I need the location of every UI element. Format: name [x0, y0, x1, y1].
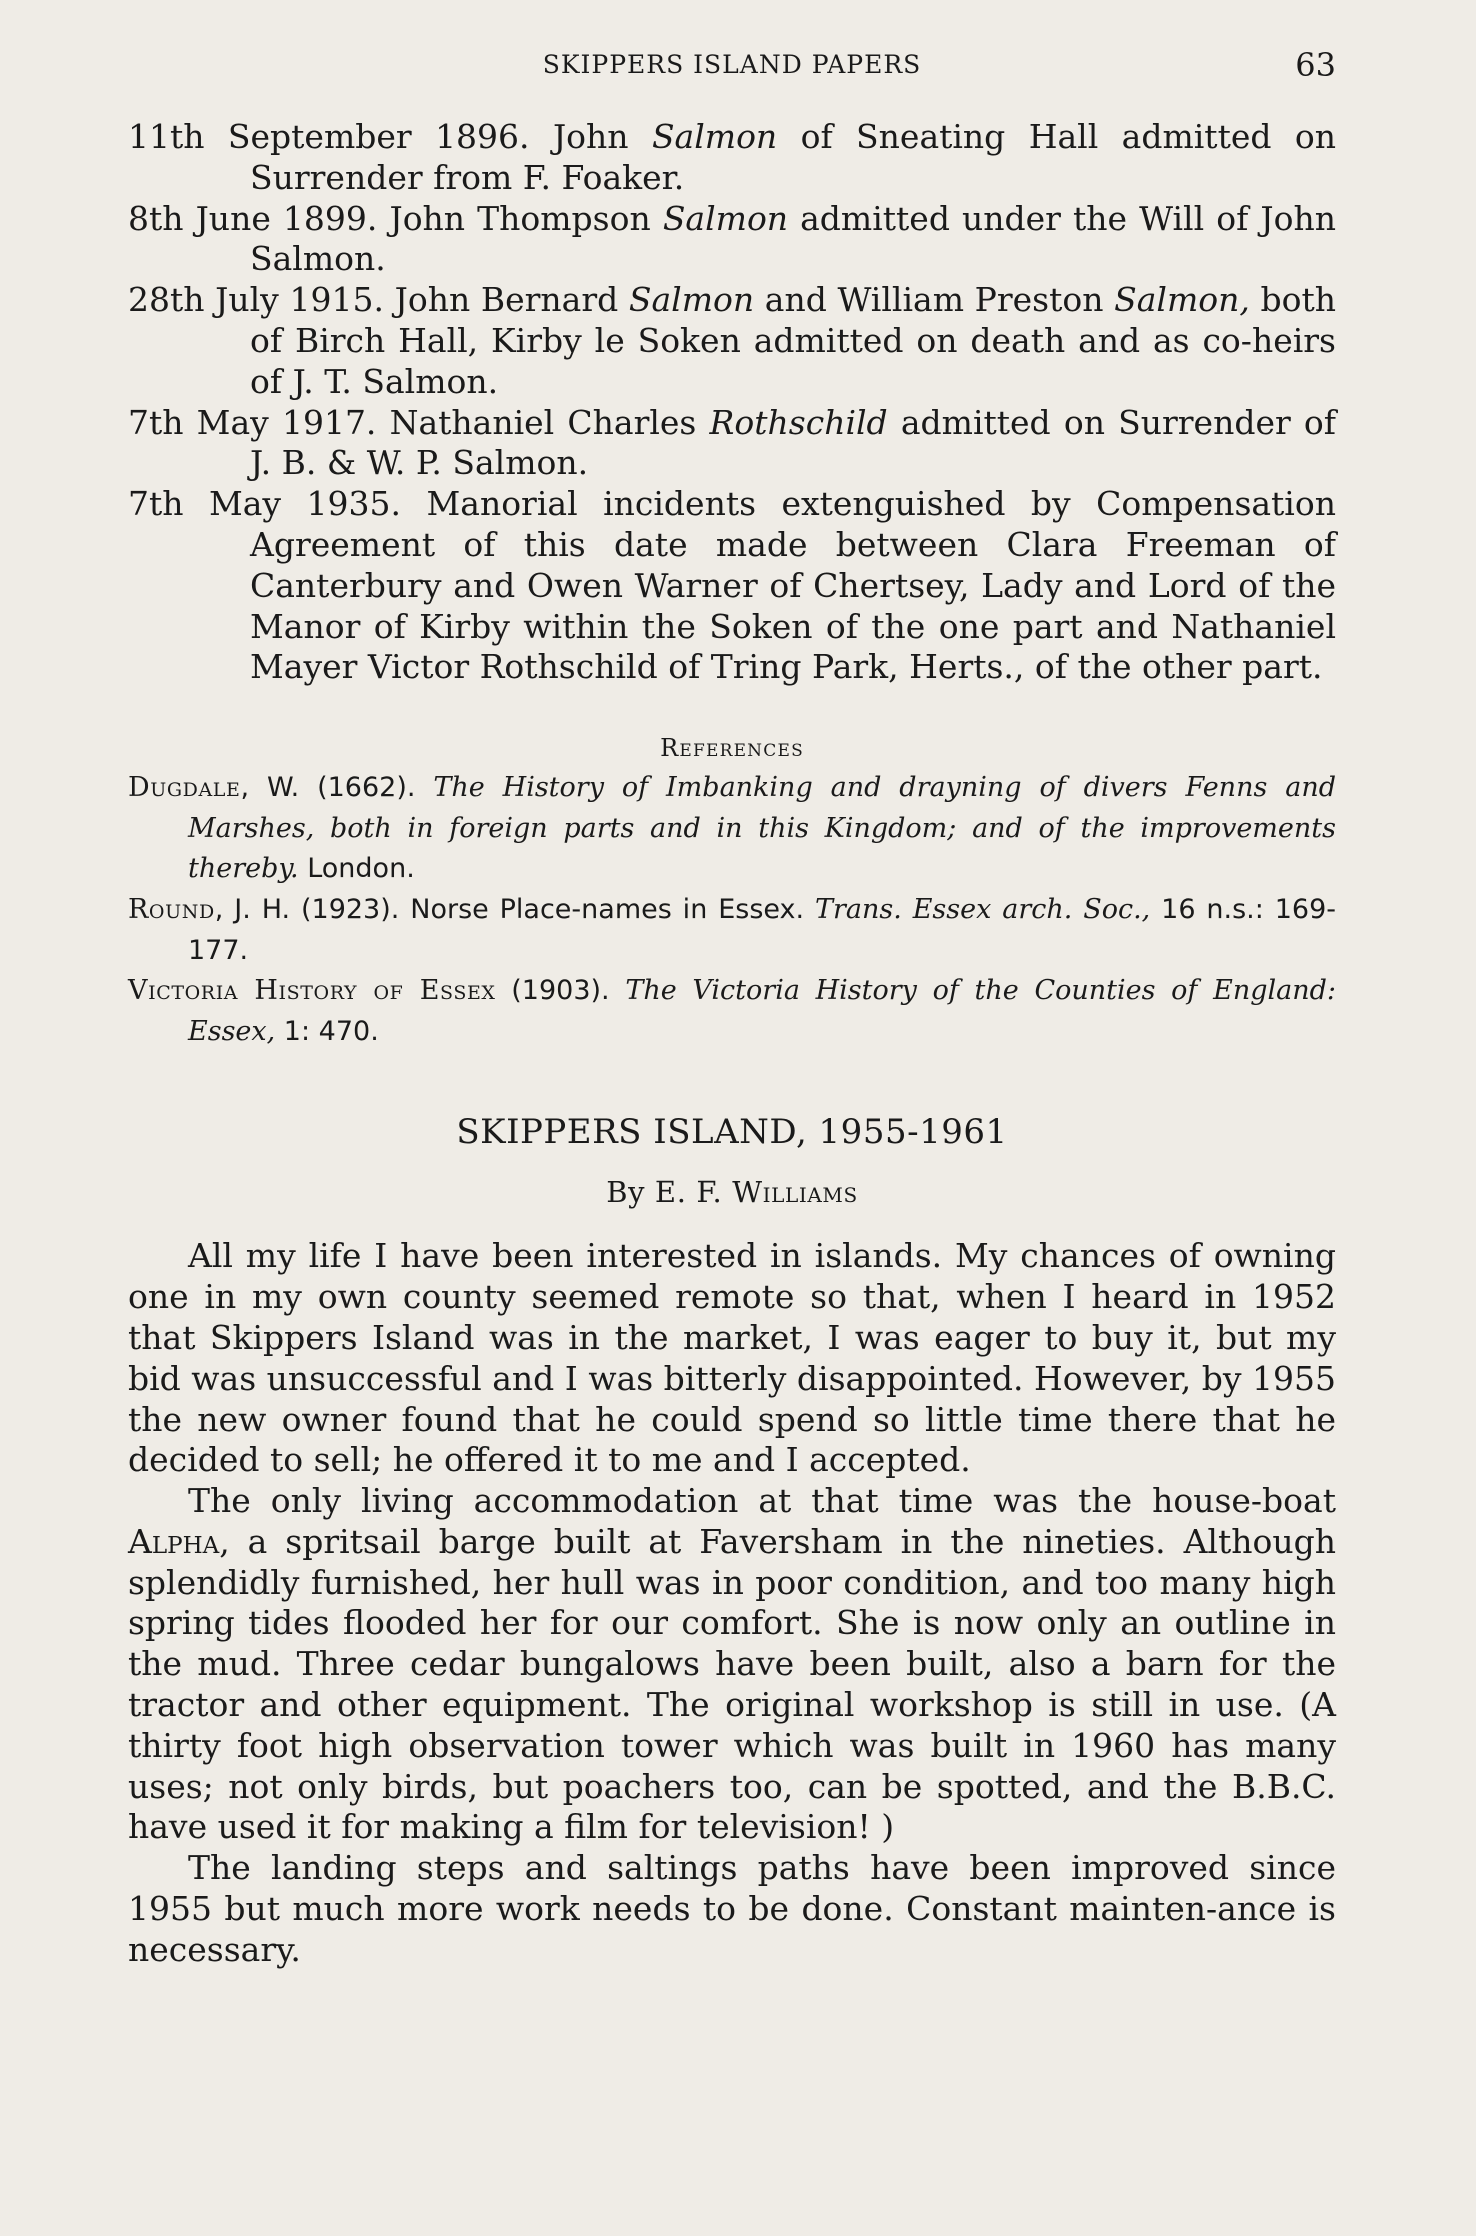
- manor-entry: [128, 117, 1336, 199]
- entry-text: of Sneating Hall admitted on Surrender from F. Foaker.: [250, 117, 1336, 197]
- reference-journal: Trans. Essex arch. Soc.,: [814, 893, 1151, 925]
- reference-volume: 16 n.s.: 169-177.: [188, 893, 1337, 966]
- entry-text: admitted on Surrender of J. B. & W. P. Salmon.: [250, 402, 1337, 483]
- reference-year: , J. H. (1923).: [214, 893, 400, 925]
- reference-item: [128, 890, 1336, 971]
- article-byline: [128, 1172, 1336, 1212]
- reference-item: [128, 971, 1336, 1052]
- entry-date: 28th July 1915.: [128, 280, 384, 320]
- boat-name: Alpha,: [128, 1521, 230, 1561]
- running-title: SKIPPERS ISLAND PAPERS: [542, 50, 922, 79]
- reference-author: Round: [128, 893, 215, 925]
- reference-tail: London.: [298, 853, 415, 885]
- body-paragraph: All my life I have been interested in islands. My chances of owning one in my own county seemed remote so that, when I heard in 1952 that Skippers Island was in the market, I was eager to buy it, but my bid was unsuccessful and I was bitterly disappointed. However, by 1955 the new owner found that he could spend so little time there that he decided to sell; he offered it to me and I accepted.: [128, 1236, 1336, 1480]
- manor-entry: [128, 403, 1336, 485]
- reference-tail: Norse Place-names in Essex.: [399, 893, 815, 925]
- entry-text: Manorial incidents extenguished by Compensation Agreement of this date made between Clara Freeman of Canterbury and Owen Warner of Chertsey, Lady and Lord of the Manor of Kirby within the Soken of the one part and Nathaniel Mayer Victor Rothschild of Tring Park, Herts., of the other part.: [250, 484, 1336, 687]
- paragraph-text: The only living accommodation at that time was the house-boat: [188, 1481, 1336, 1521]
- entry-date: 11th September 1896.: [128, 117, 530, 156]
- reference-title: The Victoria History of the Counties of England: Essex,: [188, 975, 1336, 1047]
- reference-year: , W. (1662).: [240, 772, 416, 804]
- paragraph-text: a spritsail barge built at Faversham in the nineties. Although splendidly furnished, her hull was in poor condition, and too many high spring tides flooded her for our comfort. She is now only an outline in the mud. Three cedar bungalows have been built, also a barn for the tractor and other equipment. The original workshop is still in use. (A thirty foot high observation tower which was built in 1960 has many uses; not only birds, but poachers too, can be spotted, and the B.B.C. have used it for making a film for television! ): [128, 1521, 1336, 1847]
- page-content: [128, 117, 1336, 1971]
- entry-date: 7th May 1917.: [128, 402, 377, 442]
- manor-entry: [128, 199, 1336, 281]
- entry-name: Salmon: [651, 117, 778, 156]
- entry-text: John Thompson: [377, 198, 663, 238]
- article-title: SKIPPERS ISLAND, 1955-1961: [456, 1112, 1008, 1153]
- author-name: Williams: [732, 1175, 858, 1210]
- reference-author: Dugdale: [128, 772, 241, 804]
- byline-prefix: By E. F.: [606, 1175, 733, 1210]
- entry-date: 8th June 1899.: [128, 198, 378, 238]
- entry-text: both of Birch Hall, Kirby le Soken admitted on death and as co-heirs of J. T. Salmon.: [250, 280, 1337, 401]
- reference-year: (1903).: [495, 975, 610, 1007]
- references-heading: References: [660, 734, 804, 763]
- entry-text: Nathaniel Charles: [376, 402, 710, 442]
- reference-tail: 1: 470.: [275, 1015, 379, 1047]
- body-paragraph: The landing steps and saltings paths have been improved since 1955 but much more work needs to be done. Constant mainten-ance is necessary.: [128, 1848, 1336, 1969]
- entry-text: John: [529, 117, 652, 156]
- entry-name: Salmon,: [1114, 280, 1250, 320]
- manor-entry: [128, 484, 1336, 688]
- entry-name: Salmon: [662, 198, 789, 238]
- entry-date: 7th May 1935.: [128, 484, 402, 524]
- page-number: 63: [1295, 46, 1336, 84]
- reference-item: [128, 768, 1336, 890]
- running-head: [128, 46, 1336, 90]
- reference-author: Victoria History of Essex: [128, 975, 496, 1007]
- entry-text: admitted under the Will of John Salmon.: [250, 198, 1336, 279]
- reference-title: The History of Imbanking and drayning of divers Fenns and Marshes, both in foreign parts and in this Kingdom; and of the improvements thereby.: [188, 772, 1336, 885]
- body-paragraph: [128, 1481, 1336, 1848]
- manor-entry: [128, 280, 1336, 402]
- entry-name: Salmon: [628, 280, 755, 320]
- entry-text: John Bernard: [383, 280, 629, 320]
- entry-name: Rothschild: [709, 402, 888, 442]
- entry-text: and William Preston: [754, 280, 1115, 320]
